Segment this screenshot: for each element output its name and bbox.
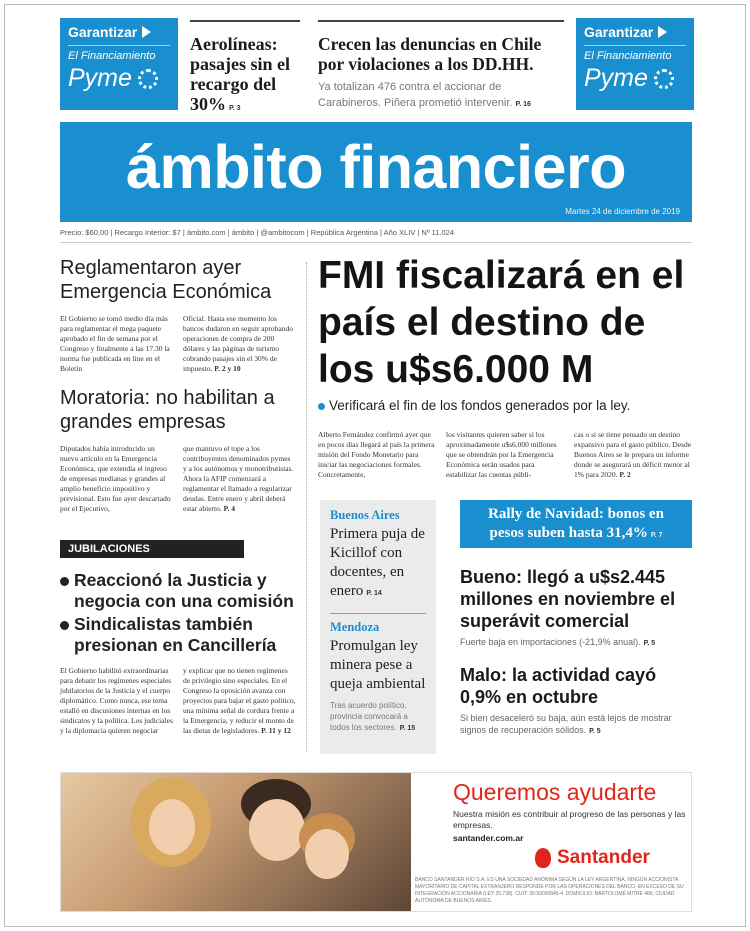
story-actividad[interactable] — [460, 664, 696, 738]
story-mendoza[interactable] — [330, 620, 426, 734]
story-col2-text: Oficial. Hasta ese momento los bancos dudaron en seguir aprobando operaciones de compra de 200 dólares y las páginas de turismo cobrando pasajes sin el 30% de impuesto. — [183, 314, 293, 373]
story-headline: Moratoria: no habilitan a grandes empresas — [60, 387, 275, 433]
ad-divider — [68, 45, 170, 46]
bullet-text: Sindicalistas también presionan en Cancillería — [74, 614, 277, 655]
story-sub-text: Si bien desaceleró su baja, aún está lejos de mostrar signos de recuperación sólidos. — [460, 713, 672, 735]
bullet-icon — [60, 621, 69, 630]
bullet-icon — [60, 577, 69, 586]
left-column — [60, 256, 296, 736]
play-icon — [142, 26, 151, 38]
garantizar-ad-right[interactable] — [576, 18, 694, 110]
ad-title: Queremos ayudarte — [453, 779, 657, 805]
story-col1: Diputados había introducido un nuevo artículo en la Emergencia Económica, que extendía el ingreso de empresas medianas y grandes al amplio beneficio impositivo y previsional. Esto fue ayer descartado por el Ejecutivo, — [60, 444, 171, 513]
masthead-date: Martes 24 de diciembre de 2019 — [565, 207, 680, 216]
face-shape — [305, 829, 349, 879]
ad-legal: BANCO SANTANDER RÍO S.A. ES UNA SOCIEDAD ANÓNIMA SEGÚN LA LEY ARGENTINA. NINGÚN ACCIONISTA MAYORITARIO DE CAPITAL EXTRANJERO RESPONDE POR LAS OPERACIONES DEL BANCO, EN EXCESO DE SU INTEGRACIÓN ACCIONARIA (LEY 25.738). CUIT: 30-50000845-4. DOMICILIO: BARTOLOMÉ MITRE 480, CIUDAD AUTÓNOMA DE BUENOS AIRES. — [415, 877, 684, 904]
ad-copy — [453, 779, 689, 843]
story-sub — [330, 700, 426, 734]
page-ref: P. 16 — [515, 101, 531, 108]
teaser-headline: Crecen las denuncias en Chile por violaciones a los DD.HH. — [318, 34, 542, 74]
page-ref: P. 2 y 10 — [214, 364, 241, 373]
main-sub-text: Verificará el fin de los fondos generados por la ley. — [329, 398, 631, 413]
story-headline: Malo: la actividad cayó 0,9% en octubre — [460, 665, 657, 707]
ad-title: Garantizar — [584, 24, 654, 40]
page-ref: P. 2 — [619, 470, 631, 479]
story-kicker: Buenos Aires — [330, 508, 400, 522]
story-headline: Bueno: llegó a u$s2.445 millones en noviembre el superávit comercial — [460, 567, 676, 631]
ad-subtitle: El Financiamiento — [584, 50, 672, 62]
ad-title: Garantizar — [68, 24, 138, 40]
teaser-chile[interactable] — [318, 20, 564, 113]
story-headline — [330, 525, 426, 603]
main-body — [318, 430, 692, 480]
story-col1: El Gobierno habilitó extraordinarias para debatir los regímenes especiales jubilatorios de la Justicia y el cuerpo diplomático. Como nunca, ese tema estalló en discusiones internas en los sindicatos y la política. Los judiciales y la diplomacia quieren negociar — [60, 666, 173, 735]
rally-box[interactable] — [460, 500, 692, 548]
flame-icon — [535, 848, 551, 868]
masthead-logo: ámbito financiero — [126, 133, 626, 201]
bullet-headline — [60, 570, 296, 612]
bullet-icon — [318, 403, 325, 410]
page-ref: P. 7 — [650, 532, 663, 539]
section-jubilaciones: JUBILACIONES — [60, 540, 244, 558]
ad-subtitle: El Financiamiento — [68, 50, 156, 62]
gear-icon — [654, 69, 674, 89]
story-body — [60, 314, 296, 374]
teaser-sub-text: Ya totalizan 476 contra el accionar de Carabineros. Piñera prometió intervenir. — [318, 81, 513, 109]
story-sub — [460, 636, 696, 650]
ad-big-text — [68, 64, 170, 93]
ad-url[interactable]: santander.com.ar — [453, 833, 524, 843]
main-col1: Alberto Fernández confirmó ayer que en pocos días llegará al país la primera misión del Fondo Monetario para iniciar las negociaciones formales. Concretamente, — [318, 430, 435, 479]
ad-header — [68, 24, 170, 40]
page-ref: P. 5 — [643, 640, 656, 647]
story-emergencia[interactable] — [60, 256, 296, 374]
story-headline-text: Primera puja de Kicillof con docentes, en enero — [330, 526, 425, 599]
page-ref: P. 4 — [223, 504, 236, 513]
provinces-box — [320, 500, 436, 754]
main-headline[interactable]: FMI fiscalizará en el país el destino de los u$s6.000 M — [318, 254, 685, 391]
main-subheadline — [318, 398, 698, 413]
story-col2 — [183, 314, 296, 374]
story-headline: Reglamentaron ayer Emergencia Económica — [60, 257, 272, 303]
box-divider — [330, 613, 426, 614]
page-ref: P. 3 — [229, 105, 241, 112]
page-ref: P. 11 y 12 — [261, 726, 291, 735]
story-sub-text: Tras acuerdo político, provincia convocará a todos los sectores. — [330, 701, 408, 732]
bullet-text: Reaccionó la Justicia y negocia con una comisión — [74, 570, 294, 611]
story-col2-text: y explicar que no tienen regímenes de privilegio sino especiales. En el Congreso la oposición avanza con proyectos para bajar el gasto político, una mínima señal de cordura frente a la Emergencia, y reducir el monto de las dietas de legisladores. — [183, 666, 296, 735]
ad-header — [584, 24, 686, 40]
story-jubilaciones[interactable] — [60, 570, 296, 736]
story-col1: El Gobierno se tomó medio día más para reglamentar el mega paquete aprobado el fin de semana por el Congreso y finalmente a las 17.30 la norma fue publicada en line en el Boletín — [60, 314, 170, 373]
santander-ad[interactable] — [60, 772, 692, 912]
ad-pyme: Pyme — [68, 64, 132, 92]
column-divider — [306, 262, 307, 752]
face-shape — [249, 799, 305, 861]
story-moratoria[interactable] — [60, 386, 296, 514]
play-icon — [658, 26, 667, 38]
story-col2 — [183, 666, 296, 736]
family-photo — [61, 773, 411, 911]
main-col3 — [574, 430, 692, 480]
gear-icon — [138, 69, 158, 89]
story-kicillof[interactable] — [330, 508, 426, 603]
right-news — [460, 566, 696, 738]
ad-sub: Nuestra misión es contribuir al progreso de las personas y las empresas. — [453, 809, 686, 830]
page-ref: P. 14 — [366, 590, 382, 597]
story-sub — [460, 712, 696, 738]
story-col2 — [183, 444, 296, 514]
story-kicker: Mendoza — [330, 620, 380, 634]
story-body — [60, 666, 296, 736]
teaser-headline — [190, 34, 300, 119]
info-bar: Precio: $60,00 | Recargo Interior: $7 | ámbito.com | ámbito | @ambitocom | República Argentina | Año XLIV | Nº 11.024 — [60, 228, 692, 243]
garantizar-ad-left[interactable] — [60, 18, 178, 110]
story-headline: Promulgan ley minera pese a queja ambiental — [330, 638, 426, 692]
santander-logo — [535, 847, 650, 869]
page-ref: P. 15 — [399, 725, 416, 732]
bullet-headline — [60, 614, 296, 656]
main-col3-text: cas o si se tiene pensado un destino expansivo para el gasto público. Desde Buenos Aires se le prepara un informe donde se asegurará un déficit menor al 1% para 2020. — [574, 430, 692, 479]
face-shape — [149, 799, 195, 855]
teaser-aerolineas[interactable] — [190, 20, 300, 119]
story-superavit[interactable] — [460, 566, 696, 650]
story-col2-text: que mantuvo el tope a los contribuyentes denominados pymes y a los autónomos y monotributistas. Ahora la AFIP comenzará a reglamentar el llamado a regularizar deudas. Entre enero y abril deberá estar abierto. — [183, 444, 294, 513]
masthead — [60, 122, 692, 222]
ad-big-text — [584, 64, 686, 93]
ad-pyme: Pyme — [584, 64, 648, 92]
page-ref: P. 5 — [589, 728, 601, 735]
teaser-headline-text: Aerolíneas: pasajes sin el recargo del 30% — [190, 34, 291, 114]
brand-name: Santander — [557, 847, 650, 868]
story-body — [60, 444, 296, 514]
ad-divider — [584, 45, 686, 46]
main-col2: los visitantes quieren saber si los aproximadamente u$s6.000 millones que se obtendrán por la Emergencia Económica serán usados para estabilizar las cuentas públi- — [446, 430, 557, 479]
rally-headline: Rally de Navidad: bonos en pesos suben hasta 31,4% — [488, 506, 664, 541]
teaser-sub — [318, 79, 564, 113]
story-sub-text: Fuerte baja en importaciones (-21,9% anual). — [460, 637, 641, 647]
